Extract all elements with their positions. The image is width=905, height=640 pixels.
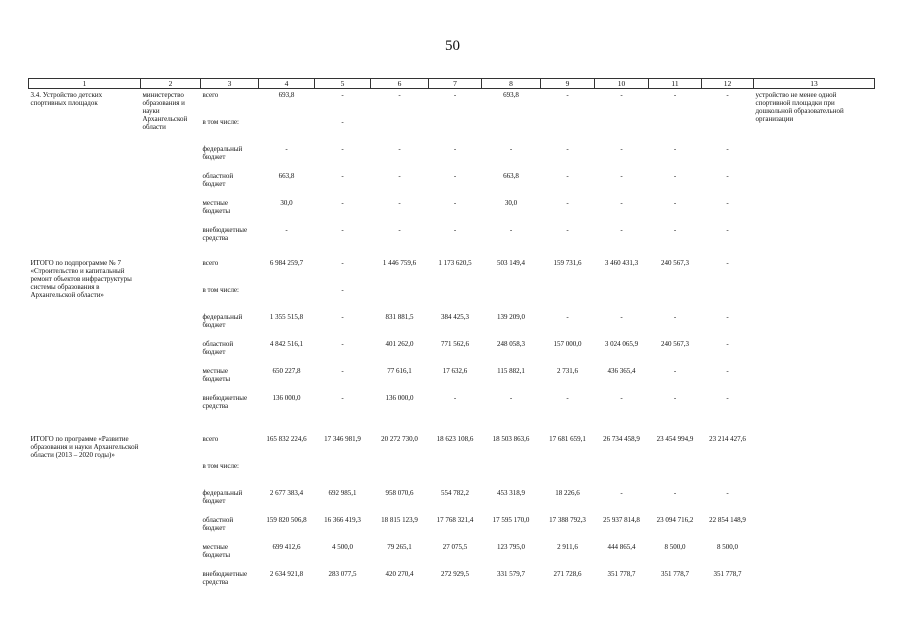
amount-cell — [259, 118, 315, 145]
amount-cell: - — [509, 394, 513, 402]
amount-cell: 503 149,4 — [497, 259, 525, 267]
amount-cell: - — [341, 145, 344, 153]
amount-cell: 136 000,0 — [385, 394, 414, 402]
amount-cell: 27 075,5 — [442, 543, 468, 551]
amount-cell: 16 366 419,3 — [324, 516, 361, 524]
amount-cell: - — [673, 394, 677, 402]
expected-result-cell — [754, 433, 875, 597]
amount-cell: - — [285, 145, 288, 153]
amount-cell: - — [341, 394, 344, 402]
funding-source-cell: федеральный бюджет — [202, 489, 243, 505]
amount-cell: - — [341, 313, 344, 321]
amount-cell: 17 346 981,9 — [324, 435, 361, 443]
amount-cell: 2 911,6 — [557, 543, 578, 551]
amount-cell: 650 227,8 — [272, 367, 301, 375]
amount-cell: 18 623 108,6 — [436, 435, 474, 443]
amount-cell: 8 500,0 — [664, 543, 686, 551]
amount-cell: - — [726, 199, 729, 207]
amount-cell: - — [726, 489, 729, 497]
amount-cell: - — [620, 394, 623, 402]
amount-cell: - — [453, 226, 457, 234]
amount-cell: - — [341, 172, 344, 180]
section-title: ИТОГО по программе «Развитие образования и науки Архангельской области (2013 – 2020 годы)» — [30, 435, 139, 459]
funding-source-cell: внебюджетные средства — [202, 394, 248, 410]
column-number-cell: 9 — [541, 79, 595, 89]
amount-cell: 30,0 — [280, 199, 293, 207]
amount-cell: - — [341, 259, 344, 267]
amount-cell: - — [620, 91, 623, 99]
column-number-cell: 4 — [259, 79, 315, 89]
amount-cell: 401 262,0 — [385, 340, 414, 348]
amount-cell: 79 265,1 — [387, 543, 412, 551]
amount-cell: 17 595 170,0 — [492, 516, 530, 524]
amount-cell: - — [726, 91, 729, 99]
amount-cell: 25 937 814,8 — [603, 516, 640, 524]
page-number: 50 — [445, 38, 460, 54]
amount-cell: - — [398, 91, 401, 99]
amount-cell: - — [673, 91, 677, 99]
column-number-cell: 1 — [29, 79, 141, 89]
funding-source-cell: внебюджетные средства — [202, 570, 248, 586]
amount-cell — [482, 462, 541, 489]
amount-cell: 18 815 123,9 — [381, 516, 418, 524]
amount-cell: 240 567,3 — [661, 340, 689, 348]
funding-source-cell: в том числе: — [202, 286, 239, 294]
funding-source-cell: внебюджетные средства — [202, 226, 248, 242]
funding-source-cell: федеральный бюджет — [202, 145, 243, 161]
amount-cell — [429, 118, 482, 145]
amount-cell — [259, 286, 315, 313]
amount-cell: 693,8 — [278, 91, 295, 99]
amount-cell: - — [566, 313, 569, 321]
amount-cell — [541, 286, 595, 313]
column-number-cell: 8 — [482, 79, 541, 89]
amount-cell: 1 355 515,8 — [269, 313, 304, 321]
amount-cell: - — [566, 394, 569, 402]
amount-cell: 17 388 792,3 — [549, 516, 586, 524]
amount-cell: 248 058,3 — [497, 340, 525, 348]
amount-cell: 23 454 994,9 — [656, 435, 694, 443]
amount-cell: - — [509, 145, 513, 153]
executor-cell — [141, 257, 201, 421]
amount-cell: - — [673, 199, 677, 207]
amount-cell: - — [726, 259, 729, 267]
amount-cell: - — [566, 172, 569, 180]
amount-cell — [541, 118, 595, 145]
amount-cell — [371, 118, 429, 145]
table-row — [29, 433, 875, 462]
amount-cell: 115 882,1 — [497, 367, 525, 375]
amount-cell: 17 632,6 — [442, 367, 468, 375]
funding-source-cell: федеральный бюджет — [202, 313, 243, 329]
amount-cell: 699 412,6 — [272, 543, 301, 551]
amount-cell: 18 226,6 — [555, 489, 580, 497]
funding-source-cell: местные бюджеты — [202, 543, 231, 559]
amount-cell: - — [341, 91, 344, 99]
amount-cell: - — [398, 172, 401, 180]
amount-cell: 420 270,4 — [385, 570, 414, 578]
amount-cell: 159 820 506,8 — [266, 516, 307, 524]
amount-cell: - — [453, 145, 457, 153]
amount-cell — [429, 462, 482, 489]
amount-cell — [595, 286, 649, 313]
amount-cell: 165 832 224,6 — [266, 435, 307, 443]
amount-cell: 444 865,4 — [607, 543, 636, 551]
amount-cell: 331 579,7 — [497, 570, 525, 578]
column-number-cell: 13 — [754, 79, 875, 89]
amount-cell: 23 214 427,6 — [709, 435, 746, 443]
amount-cell: 26 734 458,9 — [603, 435, 640, 443]
amount-cell: - — [398, 226, 401, 234]
amount-cell: - — [341, 340, 344, 348]
amount-cell: 283 077,5 — [328, 570, 357, 578]
section-title: 3.4. Устройство детских спортивных площадок — [30, 91, 103, 107]
amount-cell: - — [620, 172, 623, 180]
amount-cell: 18 503 863,6 — [492, 435, 530, 443]
table-row — [29, 257, 875, 286]
amount-cell: - — [398, 145, 401, 153]
amount-cell: - — [341, 199, 344, 207]
amount-cell: - — [453, 172, 457, 180]
amount-cell: 3 460 431,3 — [604, 259, 639, 267]
column-number-cell: 10 — [595, 79, 649, 89]
amount-cell — [259, 462, 315, 489]
amount-cell: - — [341, 367, 344, 375]
amount-cell — [649, 118, 702, 145]
column-number-cell: 3 — [201, 79, 259, 89]
amount-cell: 136 000,0 — [272, 394, 301, 402]
amount-cell: 8 500,0 — [717, 543, 738, 551]
column-number-row — [29, 79, 875, 89]
amount-cell: - — [509, 226, 513, 234]
amount-cell: 159 731,6 — [553, 259, 582, 267]
executor-cell — [141, 433, 201, 597]
amount-cell: 139 209,0 — [497, 313, 525, 321]
amount-cell: 123 795,0 — [497, 543, 525, 551]
amount-cell: - — [620, 145, 623, 153]
column-number-cell: 6 — [371, 79, 429, 89]
amount-cell: - — [673, 489, 677, 497]
table-row — [29, 89, 875, 119]
funding-source-cell: областной бюджет — [202, 172, 234, 188]
amount-cell: 2 634 921,8 — [269, 570, 304, 578]
amount-cell: 23 094 716,2 — [656, 516, 694, 524]
amount-cell: 958 070,6 — [385, 489, 414, 497]
funding-source-cell: местные бюджеты — [202, 367, 231, 383]
amount-cell: 692 985,1 — [328, 489, 357, 497]
funding-source-cell: в том числе: — [202, 462, 239, 470]
amount-cell: 831 881,5 — [385, 313, 414, 321]
funding-source-cell: областной бюджет — [202, 340, 234, 356]
expected-result-cell: устройство не менее одной спортивной площадки при дошкольной образовательной организации — [755, 91, 844, 123]
amount-cell: 351 778,7 — [607, 570, 636, 578]
amount-cell: 20 272 730,0 — [381, 435, 418, 443]
amount-cell: 17 681 659,1 — [549, 435, 586, 443]
amount-cell: - — [726, 172, 729, 180]
column-number-cell: 12 — [702, 79, 754, 89]
amount-cell: - — [453, 394, 457, 402]
funding-source-cell: местные бюджеты — [202, 199, 231, 215]
amount-cell: 384 425,3 — [441, 313, 469, 321]
amount-cell: - — [566, 226, 569, 234]
column-number-cell: 7 — [429, 79, 482, 89]
amount-cell: - — [726, 313, 729, 321]
amount-cell: 663,8 — [503, 172, 519, 180]
amount-cell: - — [566, 91, 569, 99]
amount-cell — [649, 462, 702, 489]
amount-cell: - — [620, 313, 623, 321]
amount-cell: - — [341, 226, 344, 234]
amount-cell: 4 842 516,1 — [269, 340, 304, 348]
amount-cell: 771 562,6 — [441, 340, 469, 348]
amount-cell: 1 173 620,5 — [438, 259, 472, 267]
amount-cell — [702, 462, 754, 489]
amount-cell: 22 854 148,9 — [709, 516, 746, 524]
amount-cell — [595, 118, 649, 145]
column-number-cell: 5 — [315, 79, 371, 89]
amount-cell: - — [341, 286, 344, 294]
amount-cell: - — [726, 394, 729, 402]
amount-cell: - — [726, 367, 729, 375]
amount-cell: - — [726, 226, 729, 234]
amount-cell: 240 567,3 — [661, 259, 689, 267]
amount-cell: 17 768 321,4 — [436, 516, 474, 524]
amount-cell: 30,0 — [504, 199, 518, 207]
amount-cell: 157 000,0 — [553, 340, 582, 348]
amount-cell: - — [341, 118, 344, 126]
funding-source-cell: в том числе: — [202, 118, 239, 126]
amount-cell: 1 446 759,6 — [382, 259, 417, 267]
amount-cell — [482, 286, 541, 313]
amount-cell: 6 984 259,7 — [269, 259, 304, 267]
amount-cell: - — [398, 199, 401, 207]
amount-cell — [315, 462, 371, 489]
amount-cell: - — [620, 199, 623, 207]
amount-cell — [371, 286, 429, 313]
funding-source-cell: всего — [202, 91, 219, 99]
amount-cell: 351 778,7 — [661, 570, 689, 578]
column-number-cell: 2 — [141, 79, 201, 89]
amount-cell — [649, 286, 702, 313]
amount-cell: 2 677 383,4 — [269, 489, 304, 497]
amount-cell: - — [673, 145, 677, 153]
amount-cell — [541, 462, 595, 489]
amount-cell: 4 500,0 — [332, 543, 353, 551]
amount-cell: 77 616,1 — [387, 367, 412, 375]
section-title: ИТОГО по подпрограмме № 7 «Строительство и капитальный ремонт объектов инфраструктуры системы образования в Архангельской области» — [30, 259, 132, 299]
budget-table — [28, 78, 875, 597]
amount-cell: - — [673, 367, 677, 375]
amount-cell: 453 318,9 — [497, 489, 525, 497]
amount-cell: 272 929,5 — [441, 570, 469, 578]
amount-cell: - — [285, 226, 288, 234]
amount-cell — [429, 286, 482, 313]
amount-cell: - — [620, 226, 623, 234]
amount-cell: - — [453, 91, 457, 99]
funding-source-cell: областной бюджет — [202, 516, 234, 532]
amount-cell: - — [453, 199, 457, 207]
amount-cell: 436 365,4 — [607, 367, 636, 375]
amount-cell: - — [673, 313, 677, 321]
amount-cell: - — [726, 145, 729, 153]
expected-result-cell — [754, 257, 875, 421]
amount-cell: 663,8 — [278, 172, 295, 180]
section-spacer — [29, 421, 875, 433]
table-body — [29, 89, 875, 598]
amount-cell: - — [726, 340, 729, 348]
amount-cell: - — [620, 489, 623, 497]
amount-cell: - — [673, 172, 677, 180]
amount-cell — [371, 462, 429, 489]
amount-cell: 2 731,6 — [557, 367, 578, 375]
amount-cell: 554 782,2 — [441, 489, 469, 497]
amount-cell: 3 024 065,9 — [604, 340, 639, 348]
amount-cell: - — [566, 145, 569, 153]
executor-cell: министерство образования и науки Архангельской области — [142, 91, 188, 131]
amount-cell — [702, 286, 754, 313]
amount-cell: - — [673, 226, 677, 234]
amount-cell — [702, 118, 754, 145]
amount-cell: - — [566, 199, 569, 207]
funding-source-cell: всего — [202, 435, 219, 443]
column-number-cell: 11 — [649, 79, 702, 89]
amount-cell: 693,8 — [503, 91, 519, 99]
amount-cell — [595, 462, 649, 489]
amount-cell — [482, 118, 541, 145]
amount-cell: 351 778,7 — [713, 570, 742, 578]
amount-cell: 271 728,6 — [553, 570, 582, 578]
funding-source-cell: всего — [202, 259, 219, 267]
